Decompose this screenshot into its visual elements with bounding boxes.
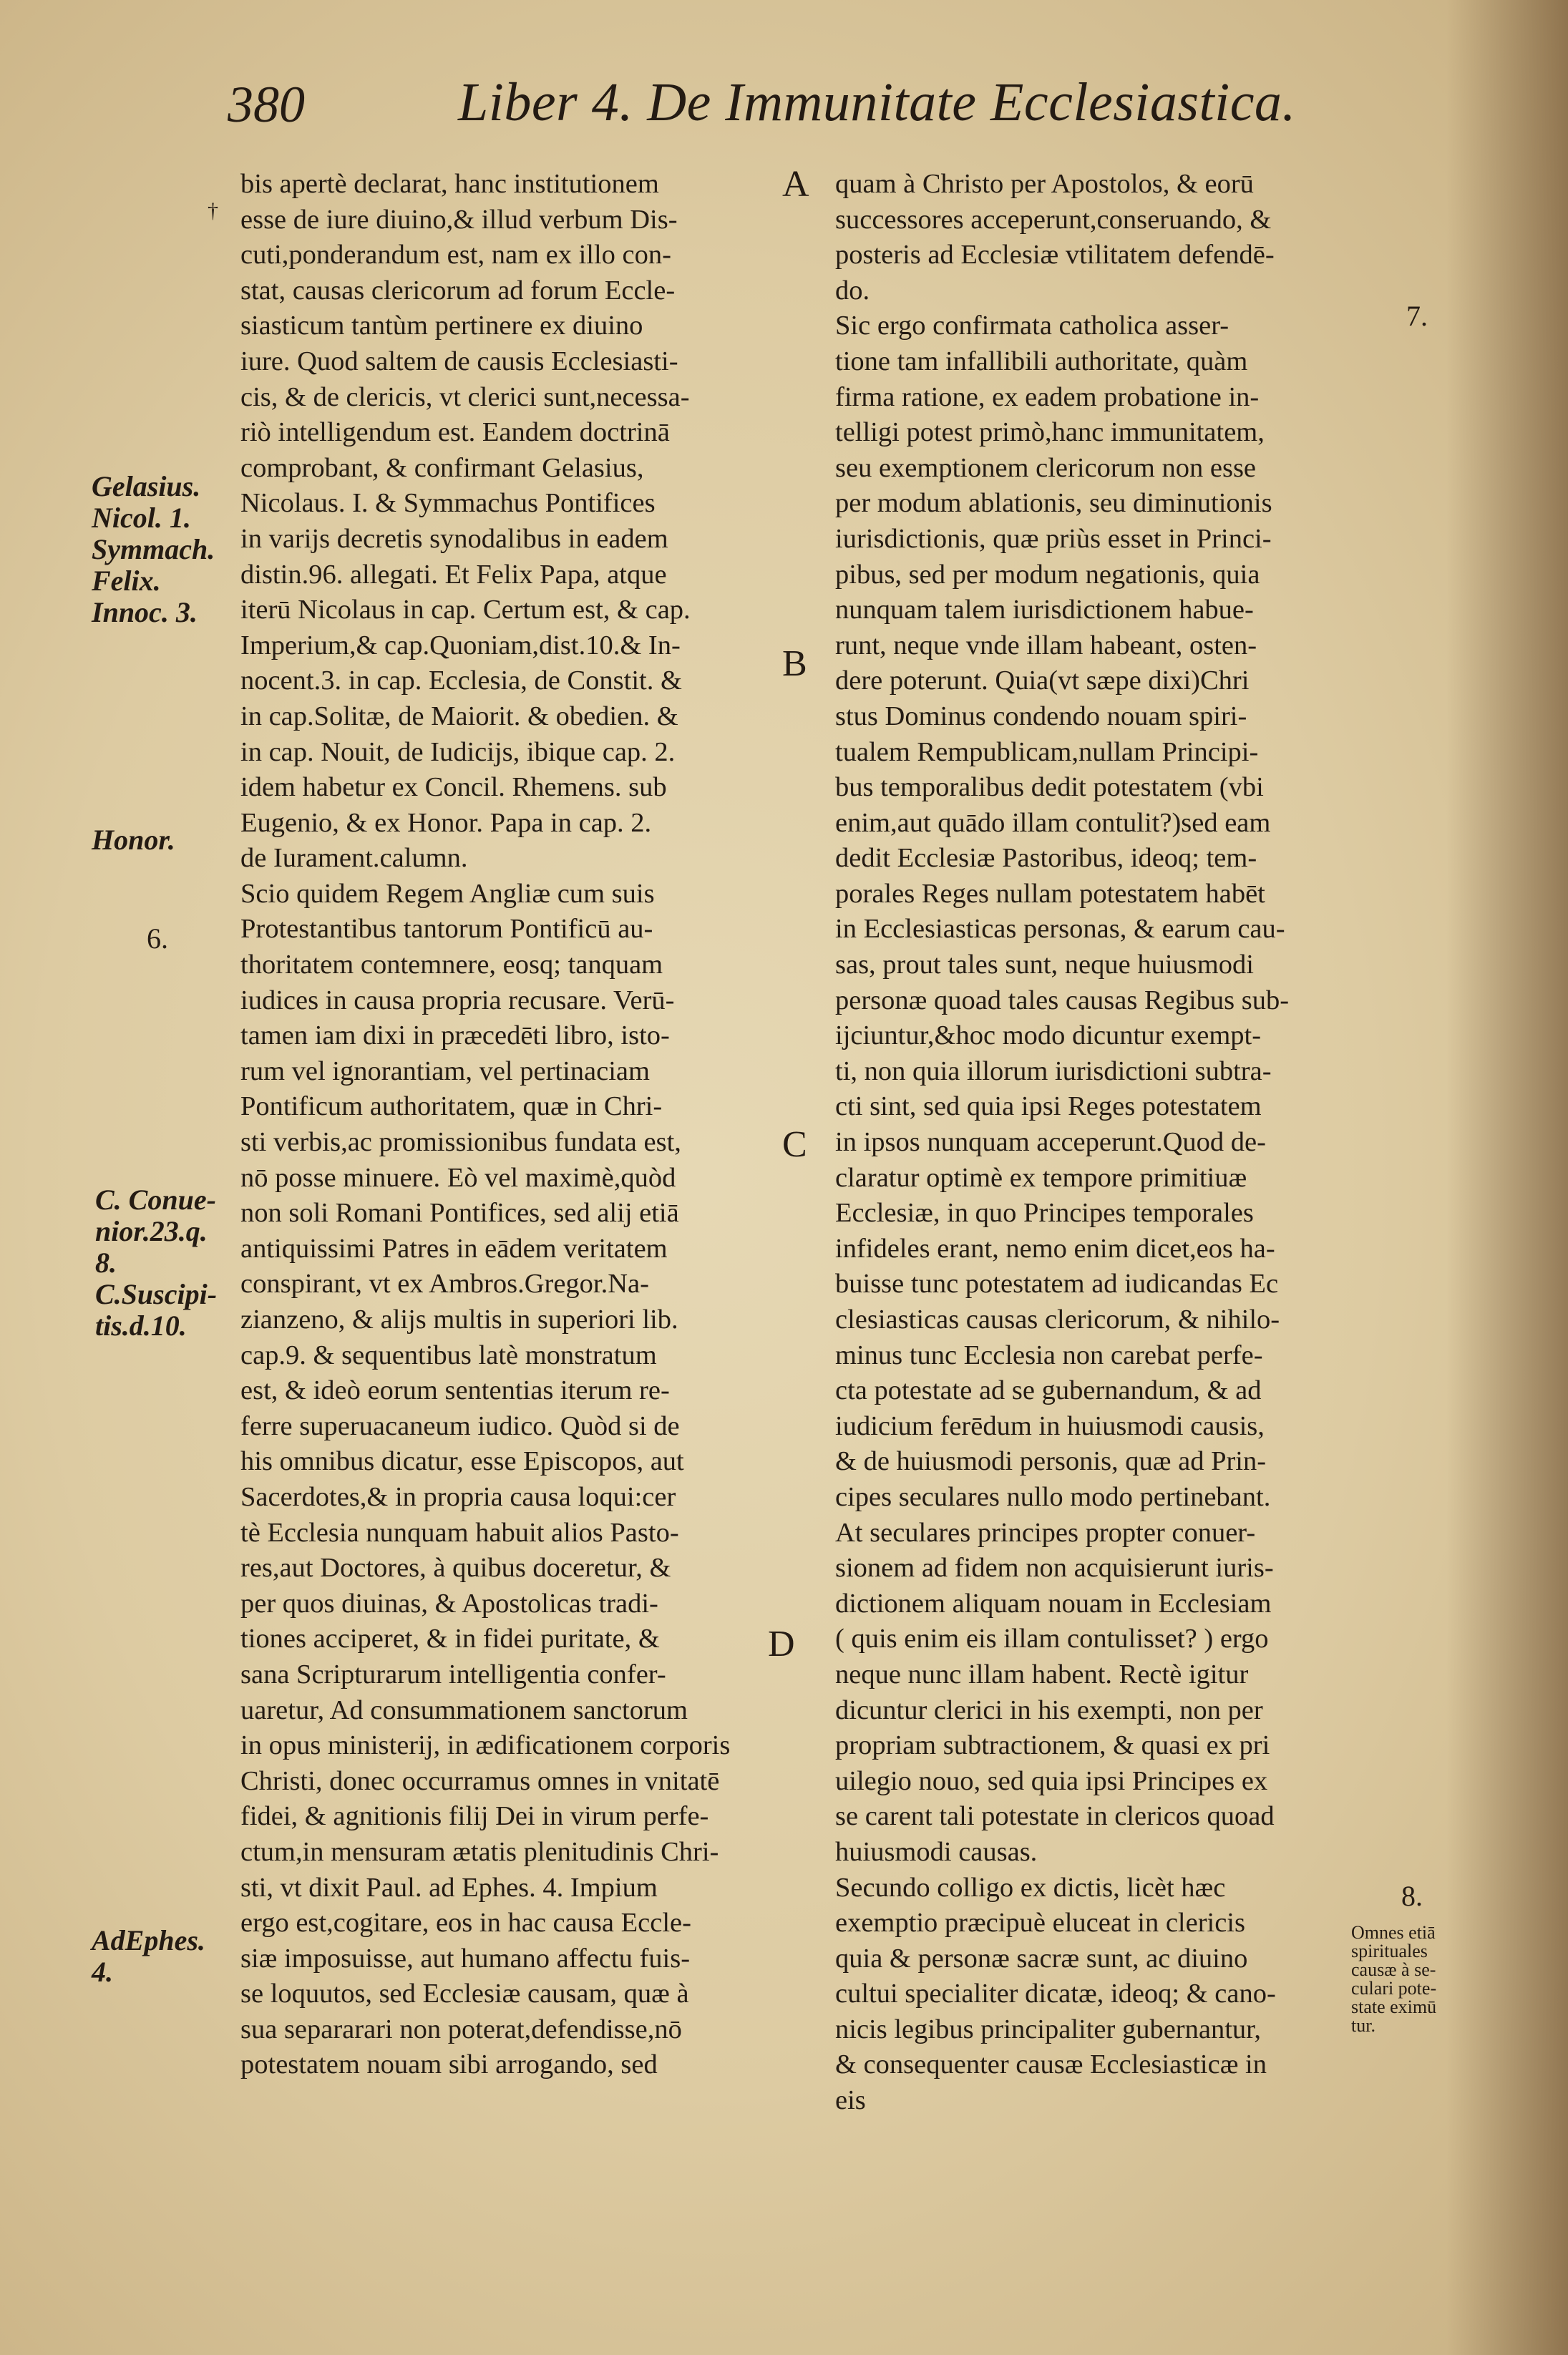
left-column-line: in varijs decretis synodalibus in eadem [240,523,668,554]
left-column-line: Scio quidem Regem Angliæ cum suis [240,878,655,909]
left-column-line: Sacerdotes,& in propria causa loqui:cer [240,1481,676,1512]
right-column-line: quam à Christo per Apostolos, & eorū [835,169,1254,199]
page-edge-shadow [1446,0,1568,2355]
left-column-line: est, & ideò eorum sententias iterum re- [240,1375,670,1406]
left-column-line: sti verbis,ac promissionibus fundata est, [240,1127,681,1158]
right-column-line: firma ratione, ex eadem probatione in- [835,381,1260,412]
right-column-line: dedit Ecclesiæ Pastoribus, ideoq; tem- [835,843,1257,874]
margin-note-popes: Gelasius. Nicol. 1. Symmach. Felix. Innoc. 3. [92,470,215,628]
left-column-line: sua separarari non poterat,defendisse,nō [240,2014,682,2044]
left-column-line: per quos diuinas, & Apostolicas tradi- [240,1588,658,1619]
right-column-line: runt, neque vnde illam habeant, osten- [835,630,1257,660]
right-column-line: dicuntur clerici in his exempti, non per [835,1695,1263,1725]
dagger-mark: † [208,199,218,223]
left-column-line: thoritatem contemnere, eosq; tanquam [240,950,663,980]
left-column-line: tè Ecclesia nunquam habuit alios Pasto- [240,1517,679,1548]
margin-note-honor: Honor. [92,824,175,856]
right-column-line: per modum ablationis, seu diminutionis [835,488,1272,519]
left-column-line: uaretur, Ad consummationem sanctorum [240,1695,688,1725]
right-column-line: minus tunc Ecclesia non carebat perfe- [835,1340,1263,1370]
right-column-line: nicis legibus principaliter gubernantur, [835,2014,1262,2044]
right-column-line: iudicium ferēdum in huiusmodi causis, [835,1410,1265,1441]
left-column-line: non soli Romani Pontifices, sed alij etiā [240,1198,679,1229]
left-text-column [240,167,759,2083]
right-column-line: do. [835,275,870,306]
left-column-line: potestatem nouam sibi arrogando, sed [240,2049,658,2080]
right-column-line: Sic ergo confirmata catholica asser- [835,311,1229,341]
right-column-line: stus Dominus condendo nouam spiri- [835,701,1247,731]
right-column-line: telligi potest primò,hanc immunitatem, [835,417,1265,448]
left-column-line: tiones acciperet, & in fidei puritate, & [240,1624,660,1654]
right-column-line: uilegio nouo, sed quia ipsi Principes ex [835,1765,1268,1796]
left-column-line: zianzeno, & alijs multis in superiori lib. [240,1305,678,1335]
right-column-line: Secundo colligo ex dictis, licèt hæc [835,1872,1226,1903]
margin-note-number-6: 6. [147,922,168,955]
right-column-line: & de huiusmodi personis, quæ ad Prin- [835,1446,1267,1477]
right-column-line: personæ quoad tales causas Regibus sub- [835,985,1290,1015]
right-column-line: cultui specialiter dicatæ, ideoq; & cano- [835,1979,1276,2009]
left-column-line: Eugenio, & ex Honor. Papa in cap. 2. [240,807,652,838]
margin-note-number-7: 7. [1406,300,1428,332]
right-column-line: claratur optimè ex tempore primitiuæ [835,1162,1247,1193]
left-column-line: in cap. Nouit, de Iudicijs, ibique cap. 2. [240,736,676,767]
right-text-column [835,167,1354,2119]
right-column-line: propriam subtractionem, & quasi ex pri [835,1730,1270,1761]
left-column-line: siæ imposuisse, aut humano affectu fuis- [240,1943,691,1974]
right-column-line: neque nunc illam habent. Rectè igitur [835,1659,1249,1690]
left-column-line: ctum,in mensuram ætatis plenitudinis Chri- [240,1836,719,1867]
right-column-line: sas, prout tales sunt, neque huiusmodi [835,950,1254,980]
right-column-line: Ecclesiæ, in quo Principes temporales [835,1198,1254,1229]
right-column-line: At seculares principes propter conuer- [835,1517,1256,1548]
right-column-line: seu exemptionem clericorum non esse [835,452,1257,483]
left-column-line: fidei, & agnitionis filij Dei in virum perfe- [240,1801,709,1832]
left-column-line: ergo est,cogitare, eos in hac causa Eccle- [240,1908,691,1939]
right-column-line: pibus, sed per modum negationis, quia [835,559,1260,590]
right-column-line: ( quis enim eis illam contulisset? ) ergo [835,1624,1269,1654]
left-column-line: de Iurament.calumn. [240,843,468,874]
margin-note-ephesians: AdEphes. 4. [92,1924,205,1988]
right-column-line: infideles erant, nemo enim dicet,eos ha- [835,1233,1275,1264]
running-title: Liber 4. De Immunitate Ecclesiastica. [458,72,1296,132]
left-column-line: conspirant, vt ex Ambros.Gregor.Na- [240,1269,649,1300]
right-column-line: cti sint, sed quia ipsi Reges potestatem [835,1091,1262,1122]
section-letter-a: A [782,164,809,205]
left-column-line: cis, & de clericis, vt clerici sunt,necessa- [240,381,690,412]
right-column-line: sionem ad fidem non acquisierunt iuris- [835,1553,1274,1584]
right-column-line: in Ecclesiasticas personas, & earum cau- [835,914,1285,945]
left-column-line: iudices in causa propria recusare. Verū- [240,985,675,1015]
left-column-line: ferre superuacaneum iudico. Quòd si de [240,1410,680,1441]
left-column-line: stat, causas clericorum ad forum Eccle- [240,275,676,306]
right-column-line: bus temporalibus dedit potestatem (vbi [835,772,1264,803]
right-column-line: ti, non quia illorum iurisdictioni subtra- [835,1055,1272,1086]
left-column-line: nocent.3. in cap. Ecclesia, de Constit. & [240,665,682,696]
left-column-line: esse de iure diuino,& illud verbum Dis- [240,204,678,235]
section-letter-d: D [768,1624,795,1664]
left-column-line: siasticum tantùm pertinere ex diuino [240,311,643,341]
left-column-line: Pontificum authoritatem, quæ in Chri- [240,1091,663,1122]
right-column-line: in ipsos nunquam acceperunt.Quod de- [835,1127,1266,1158]
right-column-line: successores acceperunt,conseruando, & [835,204,1272,235]
left-column-line: tamen iam dixi in præcedēti libro, isto- [240,1020,670,1051]
left-column-line: idem habetur ex Concil. Rhemens. sub [240,772,667,803]
left-column-line: iterū Nicolaus in cap. Certum est, & cap. [240,595,691,625]
left-column-line: rum vel ignorantiam, vel pertinaciam [240,1055,650,1086]
left-column-line: sana Scripturarum intelligentia confer- [240,1659,666,1690]
left-column-line: cuti,ponderandum est, nam ex illo con- [240,240,671,270]
left-column-line: distin.96. allegati. Et Felix Papa, atque [240,559,667,590]
left-column-line: nō posse minuere. Eò vel maximè,quòd [240,1162,676,1193]
right-column-line: huiusmodi causas. [835,1836,1038,1867]
right-column-line: cta potestate ad se gubernandum, & ad [835,1375,1262,1406]
right-column-line: se carent tali potestate in clericos quoad [835,1801,1275,1832]
right-column-line: porales Reges nullam potestatem habēt [835,878,1265,909]
section-letter-b: B [782,643,807,684]
right-column-line: posteris ad Ecclesiæ vtilitatem defendē- [835,240,1275,270]
right-column-line: dictionem aliquam nouam in Ecclesiam [835,1588,1272,1619]
left-column-line: se loquutos, sed Ecclesiæ causam, quæ à [240,1979,689,2009]
right-column-line: eis [835,2085,866,2116]
right-column-line: tualem Rempublicam,nullam Principi- [835,736,1259,767]
right-column-line: exemptio præcipuè eluceat in clericis [835,1908,1245,1939]
right-column-line: cipes seculares nullo modo pertinebant. [835,1481,1271,1512]
right-column-line: & consequenter causæ Ecclesiasticæ in [835,2049,1267,2080]
right-column-line: tione tam infallibili authoritate, quàm [835,346,1248,376]
right-column-line: dere poterunt. Quia(vt sæpe dixi)Chri [835,665,1250,696]
left-column-line: in cap.Solitæ, de Maiorit. & obedien. & [240,701,678,731]
page-number: 380 [228,76,305,133]
left-column-line: Imperium,& cap.Quoniam,dist.10.& In- [240,630,681,660]
right-column-line: ijciuntur,&hoc modo dicuntur exempt- [835,1020,1262,1051]
left-column-line: comprobant, & confirmant Gelasius, [240,452,644,483]
right-column-line: nunquam talem iurisdictionem habue- [835,595,1254,625]
left-column-line: Christi, donec occurramus omnes in vnitatē [240,1765,720,1796]
margin-note-spiritual-causes: Omnes etiā spirituales causæ à se- culari pote- state eximū tur. [1351,1922,1437,2036]
left-column-line: bis apertè declarat, hanc institutionem [240,169,659,199]
left-column-line: in opus ministerij, in ædificationem corporis [240,1730,731,1761]
left-column-line: antiquissimi Patres in eādem veritatem [240,1233,668,1264]
margin-note-number-8: 8. [1401,1880,1423,1912]
right-column-line: enim,aut quādo illam contulit?)sed eam [835,807,1271,838]
left-column-line: res,aut Doctores, à quibus doceretur, & [240,1553,671,1584]
right-column-line: buisse tunc potestatem ad iudicandas Ec [835,1269,1279,1300]
left-column-line: Nicolaus. I. & Symmachus Pontifices [240,488,656,519]
right-column-line: quia & personæ sacræ sunt, ac diuino [835,1943,1248,1974]
left-column-line: his omnibus dicatur, esse Episcopos, aut [240,1446,684,1477]
right-column-line: clesiasticas causas clericorum, & nihilo- [835,1305,1280,1335]
margin-note-canon-refs: C. Conue- nior.23.q. 8. C.Suscipi- tis.d.10. [95,1184,218,1342]
left-column-line: iure. Quod saltem de causis Ecclesiasti- [240,346,678,376]
section-letter-c: C [782,1124,807,1165]
left-column-line: Protestantibus tantorum Pontificū au- [240,914,653,945]
right-column-line: iurisdictionis, quæ priùs esset in Princi- [835,523,1272,554]
left-column-line: cap.9. & sequentibus latè monstratum [240,1340,657,1370]
left-column-line: riò intelligendum est. Eandem doctrinā [240,417,670,448]
left-column-line: sti, vt dixit Paul. ad Ephes. 4. Impium [240,1872,658,1903]
